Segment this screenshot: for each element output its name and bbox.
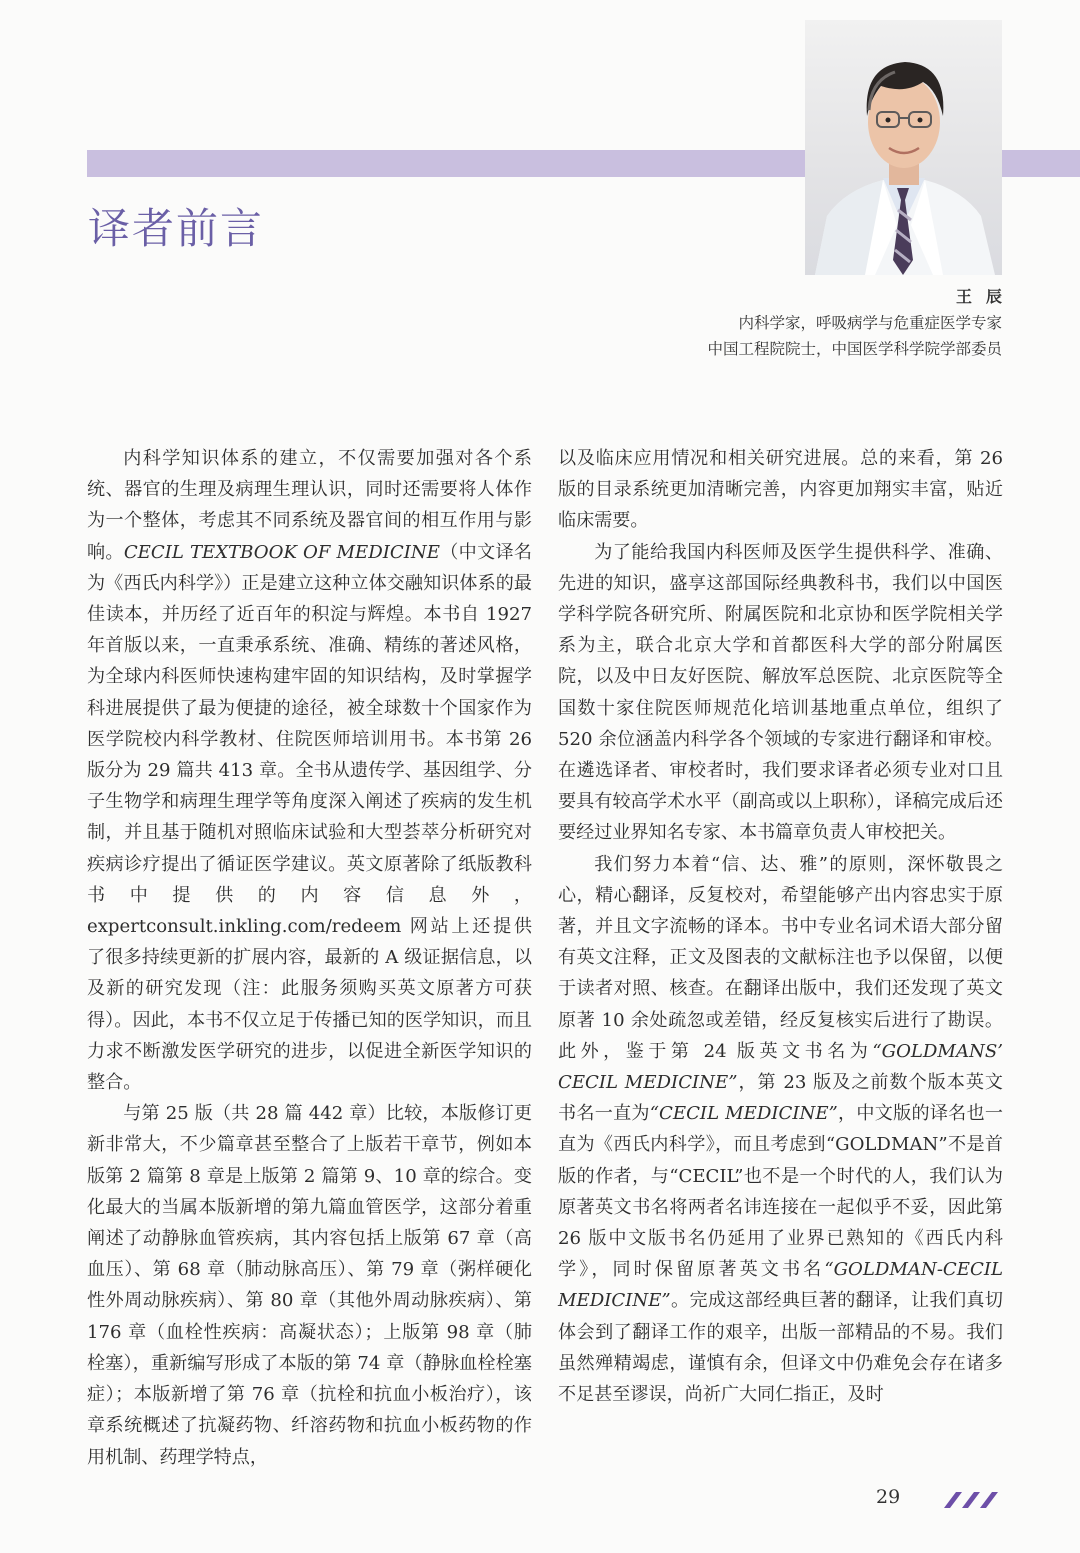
page-number: 29 — [876, 1486, 901, 1508]
paragraph-4-text-c: ，中文版的译名也一直为《西氏内科学》，而且考虑到“GOLDMAN”不是首版的作者，与“CECIL”也不是一个时代的人，我们认为原著英文书名将两者名讳连接在一起似乎不妥，因此第 26 版中文版书名仍延用了业界已熟知的《西氏内科学》，同时保留原著英文书名 — [558, 1103, 1003, 1281]
translator-portrait — [805, 20, 1002, 275]
translator-info — [707, 284, 1016, 362]
translator-role: 内科学家，呼吸病学与危重症医学专家 — [738, 314, 1002, 332]
book-title-23rd: “CECIL MEDICINE” — [649, 1103, 838, 1125]
translator-name: 王辰 — [955, 287, 1016, 306]
left-column — [87, 443, 532, 1473]
book-title-en: CECIL TEXTBOOK OF MEDICINE — [123, 541, 440, 563]
paragraph-4-text-b: ，第 23 版及之前数个版本英文书名一直为 — [558, 1072, 1004, 1125]
paragraph-2: 与第 25 版（共 28 篇 442 章）比较，本版修订更新非常大，不少篇章甚至整合了上版若干章节，例如本版第 2 篇第 8 章是上版第 2 篇第 9、10 章的综合。变化最大的当属本版新增的第九篇血管医学，这部分着重阐述了动静脉血管疾病，其内容包括上版第 67 章（高血压）、第 68 章（肺动脉高压）、第 79 章（粥样硬化性外周动脉疾病）、第 80 章（其他外周动脉疾病）、第 176 章（血栓性疾病：高凝状态）；上版第 98 章（肺栓塞），重新编写形成了本版的第 74 章（静脉血栓栓塞症）；本版新增了第 76 章（抗栓和抗血小板治疗），该章系统概述了抗凝药物、纤溶药物和抗血小板药物的作用机制、药理学特点， — [87, 1103, 532, 1468]
paragraph-2-continued: 以及临床应用情况和相关研究进展。总的来看，第 26 版的目录系统更加清晰完善，内容更加翔实丰富，贴近临床需要。 — [558, 448, 1003, 532]
page-title: 译者前言 — [88, 204, 265, 253]
paragraph-1-text-b: （中文译名为《西氏内科学》）正是建立这种立体交融知识体系的最佳读本，并历经了近百年的积淀与辉煌。本书自 1927 年首版以来，一直秉承系统、准确、精练的著述风格，为全球内科医师快速构建牢固的知识结构，及时掌握学科进展提供了最为便捷的途径，被全球数十个国家作为医学院校内科学教材、住院医师培训用书。本书第 26 版分为 29 篇共 413 章。全书从遗传学、基因组学、分子生物学和病理生理学等角度深入阐述了疾病的发生机制，并且基于随机对照临床试验和大型荟萃分析研究对疾病诊疗提出了循证医学建议。英文原著除了纸版教科书中提供的内容信息外，expertconsult.inkling.com/redeem 网站上还提供了很多持续更新的扩展内容，最新的 A 级证据信息，以及新的研究发现（注：此服务须购买英文原著方可获得）。因此，本书不仅立足于传播已知的医学知识，而且力求不断激发医学研究的进步，以促进全新医学知识的整合。 — [87, 541, 532, 1094]
book-title-26th: “GOLDMAN-CECIL MEDICINE” — [558, 1259, 1003, 1312]
translator-titles: 中国工程院院士，中国医学科学院学部委员 — [707, 340, 1002, 358]
book-title-24th: “GOLDMANS’ CECIL MEDICINE” — [558, 1040, 1003, 1094]
paragraph-1-text-a: 内科学知识体系的建立，不仅需要加强对各个系统、器官的生理及病理生理认识，同时还需要将人体作为一个整体，考虑其不同系统及器官间的相互作用与影响。 — [87, 448, 532, 563]
paragraph-3: 为了能给我国内科医师及医学生提供科学、准确、先进的知识，盛享这部国际经典教科书，我们以中国医学科学院各研究所、附属医院和北京协和医学院相关学系为主，联合北京大学和首都医科大学的部分附属医院，以及中日友好医院、解放军总医院、北京医院等全国数十家住院医师规范化培训基地重点单位，组织了 520 余位涵盖内科学各个领域的专家进行翻译和审校。在遴选译者、审校者时，我们要求译者必须专业对口且要具有较高学术水平（副高或以上职称），译稿完成后还要经过业界知名专家、本书篇章负责人审校把关。 — [558, 541, 1003, 844]
decorative-marks-icon — [942, 1490, 1004, 1510]
page-footer — [872, 1482, 1012, 1514]
paragraph-4-text-d: 。完成这部经典巨著的翻译，让我们真切体会到了翻译工作的艰辛，出版一部精品的不易。我们虽然殚精竭虑，谨慎有余，但译文中仍难免会存在诸多不足甚至谬误，尚祈广大同仁指正，及时 — [558, 1290, 1003, 1406]
paragraph-4-text-a: 我们努力本着“信、达、雅”的原则，深怀敬畏之心，精心翻译，反复校对，希望能够产出内容忠实于原著，并且文字流畅的译本。书中专业名词术语大部分留有英文注释，正文及图表的文献标注也予以保留，以便于读者对照、核查。在翻译出版中，我们还发现了英文原著 10 余处疏忽或差错，经反复核实后进行了勘误。此外，鉴于第 24 版英文书名为 — [558, 853, 1003, 1062]
paragraph-1 — [87, 443, 532, 1098]
right-column — [558, 443, 1003, 1410]
paragraph-4 — [558, 849, 1003, 1411]
